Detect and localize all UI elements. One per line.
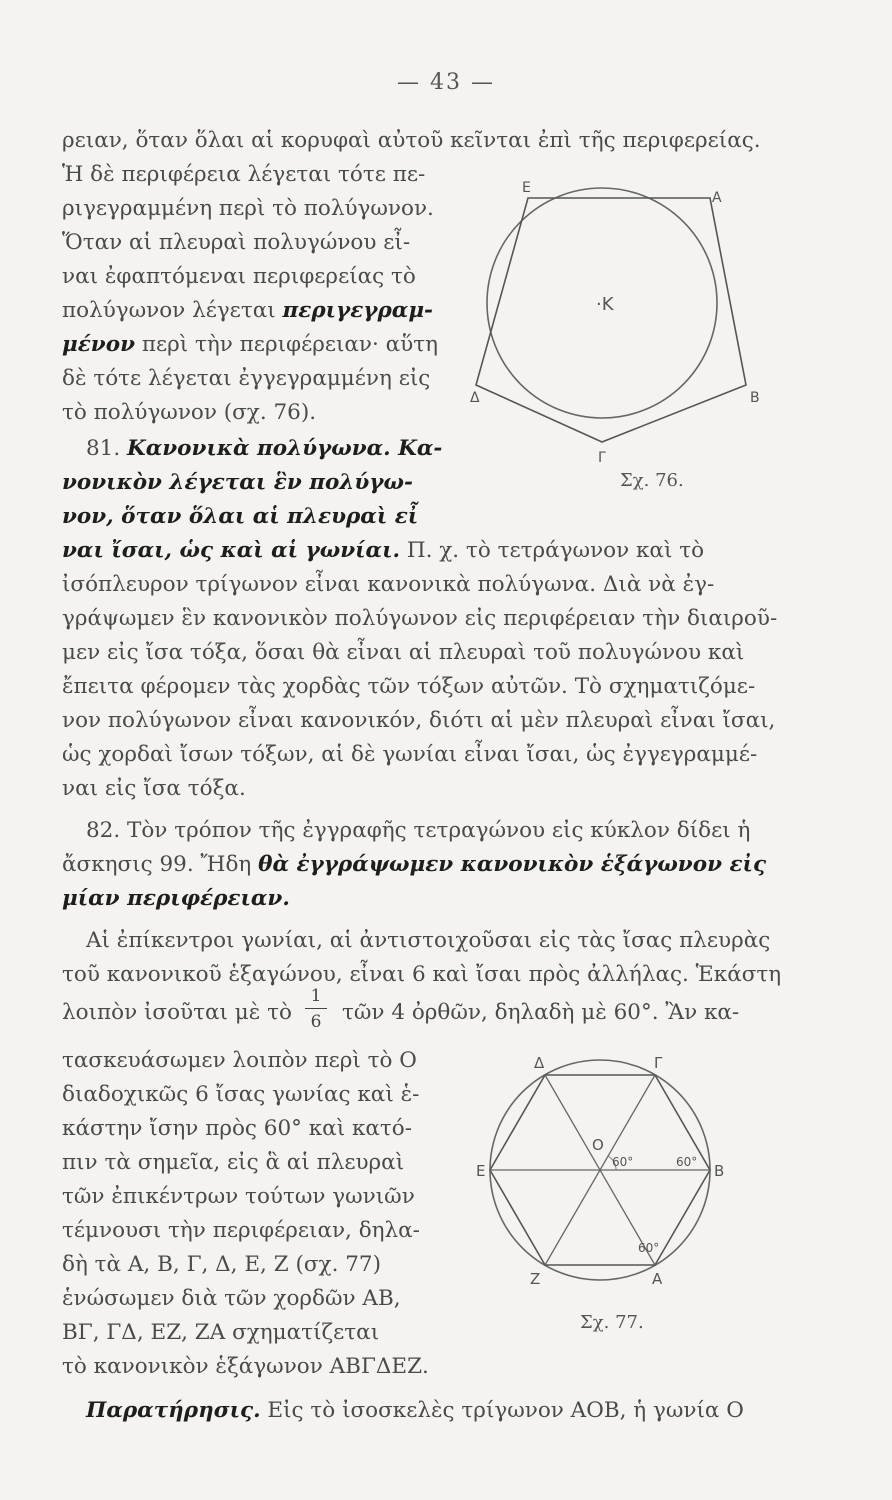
angle-label: 60°: [638, 1241, 660, 1255]
text-line: ναι εἰς ἴσα τόξα.: [62, 776, 246, 801]
text-line: δὴ τὰ Α, Β, Γ, Δ, Ε, Ζ (σχ. 77): [62, 1252, 381, 1277]
text-line: [62, 538, 704, 563]
text-line: Ἡ δὲ περιφέρεια λέγεται τότε πε-: [62, 162, 426, 187]
label-O: O: [592, 1136, 604, 1154]
text-line: γράψωμεν ἓν κανονικὸν πολύγωνον εἰς περιφέρειαν τὴν διαιροῦ-: [62, 606, 778, 631]
figure-76-caption: Σχ. 76.: [620, 470, 684, 491]
text-line: δὲ τότε λέγεται ἐγγεγραμμένη εἰς: [62, 366, 431, 391]
text-span: πολύγωνον λέγεται: [62, 298, 283, 323]
section-title-81: Κανονικὰ πολύγωνα. Κα-: [127, 436, 443, 461]
label-A: A: [712, 190, 722, 206]
label-E: E: [476, 1162, 486, 1180]
label-K: ·K: [596, 294, 614, 315]
text-line: [86, 436, 442, 461]
definition-line: νον, ὅταν ὅλαι αἱ πλευραὶ εἶ: [62, 504, 419, 529]
label-B: B: [750, 390, 760, 406]
label-B: B: [714, 1162, 725, 1180]
label-Delta: Δ: [534, 1054, 545, 1072]
text-line: τῶν 4 ὀρθῶν, δηλαδὴ μὲ 60°. Ἂν κα-: [342, 1000, 740, 1025]
text-line: λοιπὸν ἰσοῦται μὲ τὸ: [62, 1000, 292, 1025]
figure-77: [470, 1052, 730, 1302]
term-menon: μένον: [62, 332, 135, 357]
text-line: [86, 1398, 744, 1423]
section-number: 81.: [86, 436, 128, 461]
text-line: ὡς χορδαὶ ἴσων τόξων, αἱ δὲ γωνίαι εἶναι ἴσαι, ὡς ἐγγεγραμμέ-: [62, 742, 758, 767]
text-span: Εἰς τὸ ἰσοσκελὲς τρίγωνον ΑΟΒ, ἡ γωνία Ο: [260, 1398, 744, 1423]
text-line: Αἱ ἐπίκεντροι γωνίαι, αἱ ἀντιστοιχοῦσαι εἰς τὰς ἴσας πλευρὰς: [86, 928, 771, 953]
text-line: τὸ κανονικὸν ἑξάγωνον ΑΒΓΔΕΖ.: [62, 1354, 429, 1379]
fraction-bar: [305, 1008, 327, 1009]
remark-label: Παρατήρησις.: [86, 1398, 261, 1423]
text-line: ἔπειτα φέρομεν τὰς χορδὰς τῶν τόξων αὐτῶν. Τὸ σχηματιζόμε-: [62, 674, 756, 699]
label-Gamma: Γ: [654, 1054, 663, 1072]
fraction-denominator: 6: [310, 1012, 322, 1032]
text-line: [62, 852, 766, 877]
text-line: ἑνώσωμεν διὰ τῶν χορδῶν ΑΒ,: [62, 1286, 401, 1311]
angle-label: 60°: [612, 1155, 634, 1169]
text-span: Π. χ. τὸ τετράγωνον καὶ τὸ: [399, 538, 705, 563]
label-A: A: [652, 1270, 663, 1288]
text-line: κάστην ἴσην πρὸς 60° καὶ κατό-: [62, 1116, 413, 1141]
circumscribed-pentagon: [476, 198, 746, 442]
text-line: ναι ἐφαπτόμεναι περιφερείας τὸ: [62, 264, 416, 289]
text-line: τῶν ἐπικέντρων τούτων γωνιῶν: [62, 1184, 415, 1209]
figure-76: [470, 180, 770, 470]
text-span: ἄσκησις 99. Ἤδη: [62, 852, 259, 877]
text-line: [62, 332, 438, 357]
label-Z: Z: [530, 1270, 541, 1288]
text-line: τέμνουσι τὴν περιφέρειαν, δηλα-: [62, 1218, 420, 1243]
section-title-82-end: μίαν περιφέρειαν.: [62, 886, 290, 911]
text-line: ριγεγραμμένη περὶ τὸ πολύγωνον.: [62, 196, 434, 221]
figure-77-caption: Σχ. 77.: [580, 1312, 644, 1333]
text-line: τασκευάσωμεν λοιπὸν περὶ τὸ Ο: [62, 1048, 417, 1073]
text-span: περὶ τὴν περιφέρειαν· αὕτη: [134, 332, 439, 357]
text-line: [62, 298, 433, 323]
label-Delta: Δ: [470, 390, 480, 406]
fraction-numerator: 1: [310, 986, 322, 1006]
text-line: νον πολύγωνον εἶναι κανονικόν, διότι αἱ μὲν πλευραὶ εἶναι ἴσαι,: [62, 708, 776, 733]
definition-line: νονικὸν λέγεται ἓν πολύγω-: [62, 470, 413, 495]
definition-end: ναι ἴσαι, ὡς καὶ αἱ γωνίαι.: [62, 538, 400, 563]
angle-label: 60°: [676, 1155, 698, 1169]
text-line: πιν τὰ σημεῖα, εἰς ἃ αἱ πλευραὶ: [62, 1150, 405, 1175]
text-line: ΒΓ, ΓΔ, ΕΖ, ΖΑ σχηματίζεται: [62, 1320, 380, 1345]
term-perigegrammenon: περιγεγραμ-: [282, 298, 433, 323]
text-line: Ὅταν αἱ πλευραὶ πολυγώνου εἶ-: [62, 230, 411, 255]
text-line: τοῦ κανονικοῦ ἑξαγώνου, εἶναι 6 καὶ ἴσαι πρὸς ἀλλήλας. Ἑκάστη: [62, 962, 782, 987]
text-line: μεν εἰς ἴσα τόξα, ὅσαι θὰ εἶναι αἱ πλευραὶ τοῦ πολυγώνου καὶ: [62, 640, 745, 665]
label-E: E: [522, 180, 531, 196]
text-line: ρειαν, ὅταν ὅλαι αἱ κορυφαὶ αὐτοῦ κεῖνται ἐπὶ τῆς περιφερείας.: [62, 128, 761, 153]
text-line: διαδοχικῶς 6 ἴσας γωνίας καὶ ἑ-: [62, 1082, 420, 1107]
text-line: ἰσόπλευρον τρίγωνον εἶναι κανονικὰ πολύγωνα. Διὰ νὰ ἐγ-: [62, 572, 715, 597]
label-Gamma: Γ: [598, 450, 606, 466]
text-line: 82. Τὸν τρόπον τῆς ἐγγραφῆς τετραγώνου εἰς κύκλον δίδει ἡ: [86, 818, 751, 843]
page-number: — 43 —: [397, 70, 495, 95]
section-title-82: θὰ ἐγγράψωμεν κανονικὸν ἑξάγωνον εἰς: [258, 852, 767, 877]
text-line: τὸ πολύγωνον (σχ. 76).: [62, 400, 317, 425]
